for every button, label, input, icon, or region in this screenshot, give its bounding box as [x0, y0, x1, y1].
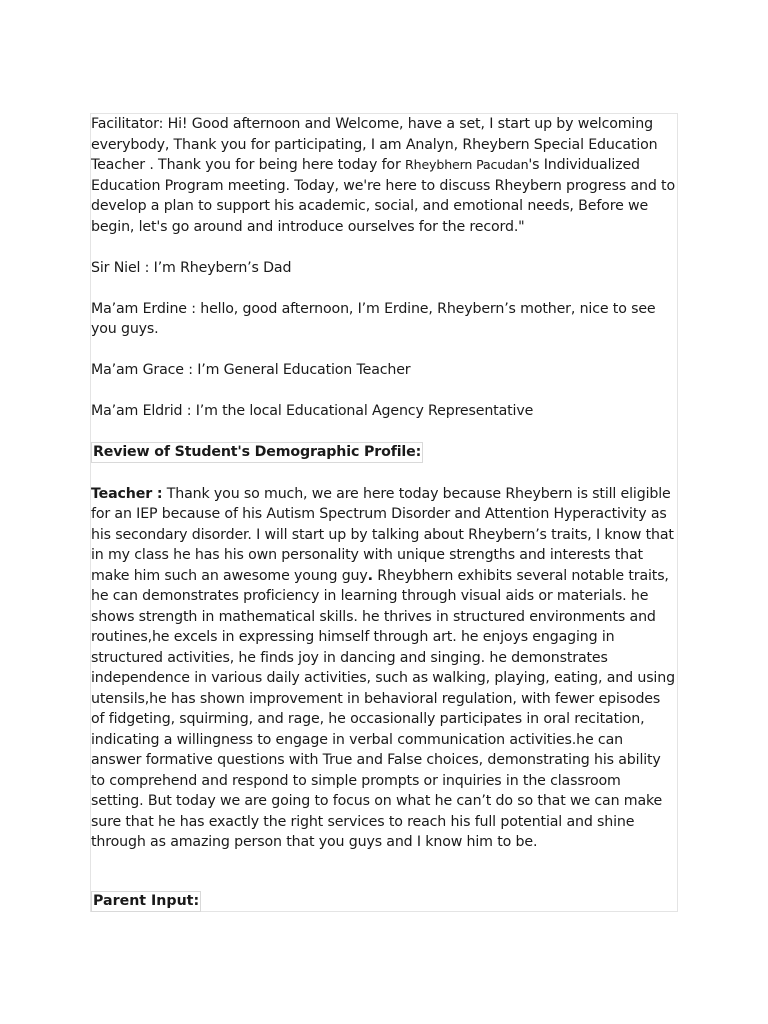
demographic-heading-line	[91, 442, 677, 463]
intro-dad: Sir Niel : I’m Rheybern’s Dad	[91, 259, 292, 276]
teacher-label: Teacher :	[91, 485, 163, 502]
teacher-statement-period: .	[367, 567, 373, 584]
teacher-statement-intro: Thank you so much, we are here today because Rheybern is still eligible for an IEP because of his Autism Spectrum Disorder and Attention Hyperactivity as his secondary disorder. I will start up by talking about Rheybern’s traits, I know that in my class he has his own personality with unique strengths and interests that make him such an awesome young guy	[91, 485, 674, 584]
facilitator-paragraph	[91, 114, 677, 237]
facilitator-text-end: 's Individualized Education Program meeting. Today, we're here to discuss Rheybern progress and to develop a plan to support his academic, social, and emotional needs, Before we begin, let's go around and introduce ourselves for the record."	[91, 157, 676, 235]
parent-input-heading: Parent Input:	[91, 891, 201, 912]
demographic-profile-heading: Review of Student's Demographic Profile:	[91, 442, 423, 463]
intro-agency-representative: Ma’am Eldrid : I’m the local Educational Agency Representative	[91, 403, 534, 419]
facilitator-text-start: Facilitator: Hi! Good afternoon and Welcome, have a set, I start up by welcoming everybody, Thank you for participating, I am Analyn, Rheybern Special Education Teacher . Thank you for being here today for	[91, 116, 658, 173]
teacher-paragraph	[91, 484, 677, 853]
document-body	[91, 114, 677, 853]
teacher-statement-traits: Rheybhern exhibits several notable traits, he can demonstrates proficiency in learning through visual aids or materials. he shows strength in mathematical skills. he thrives in structured environments and routines,he excels in expressing himself through art. he enjoys engaging in structured activities, he finds joy in dancing and singing. he demonstrates independence in various daily activities, such as walking, playing, eating, and using utensils,he has shown improvement in behavioral regulation, with fewer episodes of fidgeting, squirming, and rage, he occasionally participates in oral recitation, indicating a willingness to engage in verbal communication activities.he can answer formative questions with True and False choices, demonstrating his ability to comprehend and respond to simple prompts or inquiries in the classroom setting. But today we are going to focus on what he can’t do so that we can make sure that he has exactly the right services to reach his full potential and shine through as amazing person that you guys and I know him to be.	[91, 567, 675, 850]
intro-mother: Ma’am Erdine : hello, good afternoon, I’m Erdine, Rheybern’s mother, nice to see you guys.	[91, 300, 656, 337]
intro-general-teacher: Ma’am Grace : I’m General Education Teacher	[91, 362, 411, 378]
student-name: Rheybhern Pacudan	[405, 157, 529, 172]
